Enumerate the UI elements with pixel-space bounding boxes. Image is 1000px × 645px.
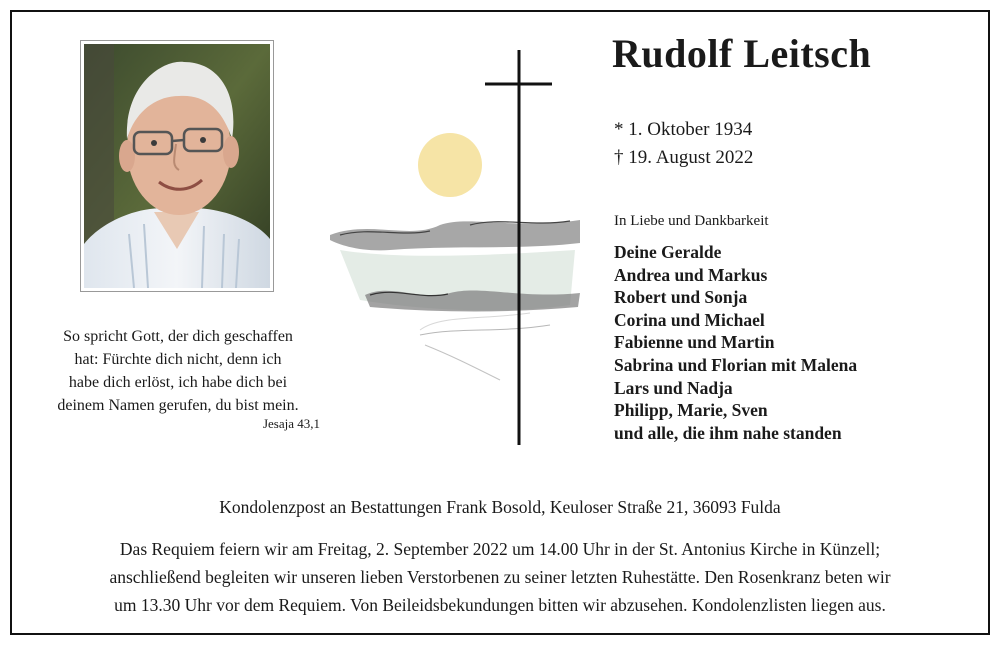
mountain-range-far (330, 220, 580, 250)
sun-shape (418, 133, 482, 197)
portrait-photo (80, 40, 274, 292)
bible-verse (28, 325, 328, 417)
requiem-line: um 13.30 Uhr vor dem Requiem. Von Beileidsbekundungen bitten wir abzusehen. Kondolenzlisten liegen aus. (114, 595, 886, 615)
requiem-notice (40, 535, 960, 619)
verse-reference: Jesaja 43,1 (262, 416, 320, 431)
requiem-line: anschließend begleiten wir unseren lieben Verstorbenen zu seiner letzten Ruhestätte. Den Rosenkranz beten wir (109, 567, 891, 587)
requiem-line: Das Requiem feiern wir am Freitag, 2. September 2022 um 14.00 Uhr in der St. Antonius Kirche in Künzell; (119, 539, 881, 559)
mourner-entry: Lars und Nadja (614, 377, 733, 398)
mourner-entry: und alle, die ihm nahe standen (614, 422, 842, 443)
deceased-name: Rudolf Leitsch (612, 31, 872, 76)
mourners-list (614, 241, 857, 444)
death-date: † 19. August 2022 (614, 147, 754, 168)
landscape-cross-illustration (300, 45, 600, 455)
verse-line: habe dich erlöst, ich habe dich bei (68, 374, 288, 391)
mourner-entry: Andrea und Markus (614, 264, 768, 285)
verse-line: deinem Namen gerufen, du bist mein. (57, 397, 299, 414)
mourners-intro: In Liebe und Dankbarkeit (614, 213, 769, 229)
mourner-entry: Philipp, Marie, Sven (614, 400, 768, 421)
portrait-image (84, 44, 270, 288)
mourner-entry: Corina und Michael (614, 309, 765, 330)
birth-date: * 1. Oktober 1934 (614, 119, 753, 140)
condolence-address: Kondolenzpost an Bestattungen Frank Bosold, Keuloser Straße 21, 36093 Fulda (219, 497, 781, 517)
verse-line: hat: Fürchte dich nicht, denn ich (74, 351, 282, 368)
mourner-entry: Fabienne und Martin (614, 332, 775, 353)
mourner-entry: Deine Geralde (614, 242, 722, 262)
mourner-entry: Robert und Sonja (614, 287, 748, 308)
mourner-entry: Sabrina und Florian mit Malena (614, 354, 858, 375)
life-dates (614, 116, 753, 172)
verse-line: So spricht Gott, der dich geschaffen (63, 328, 293, 345)
